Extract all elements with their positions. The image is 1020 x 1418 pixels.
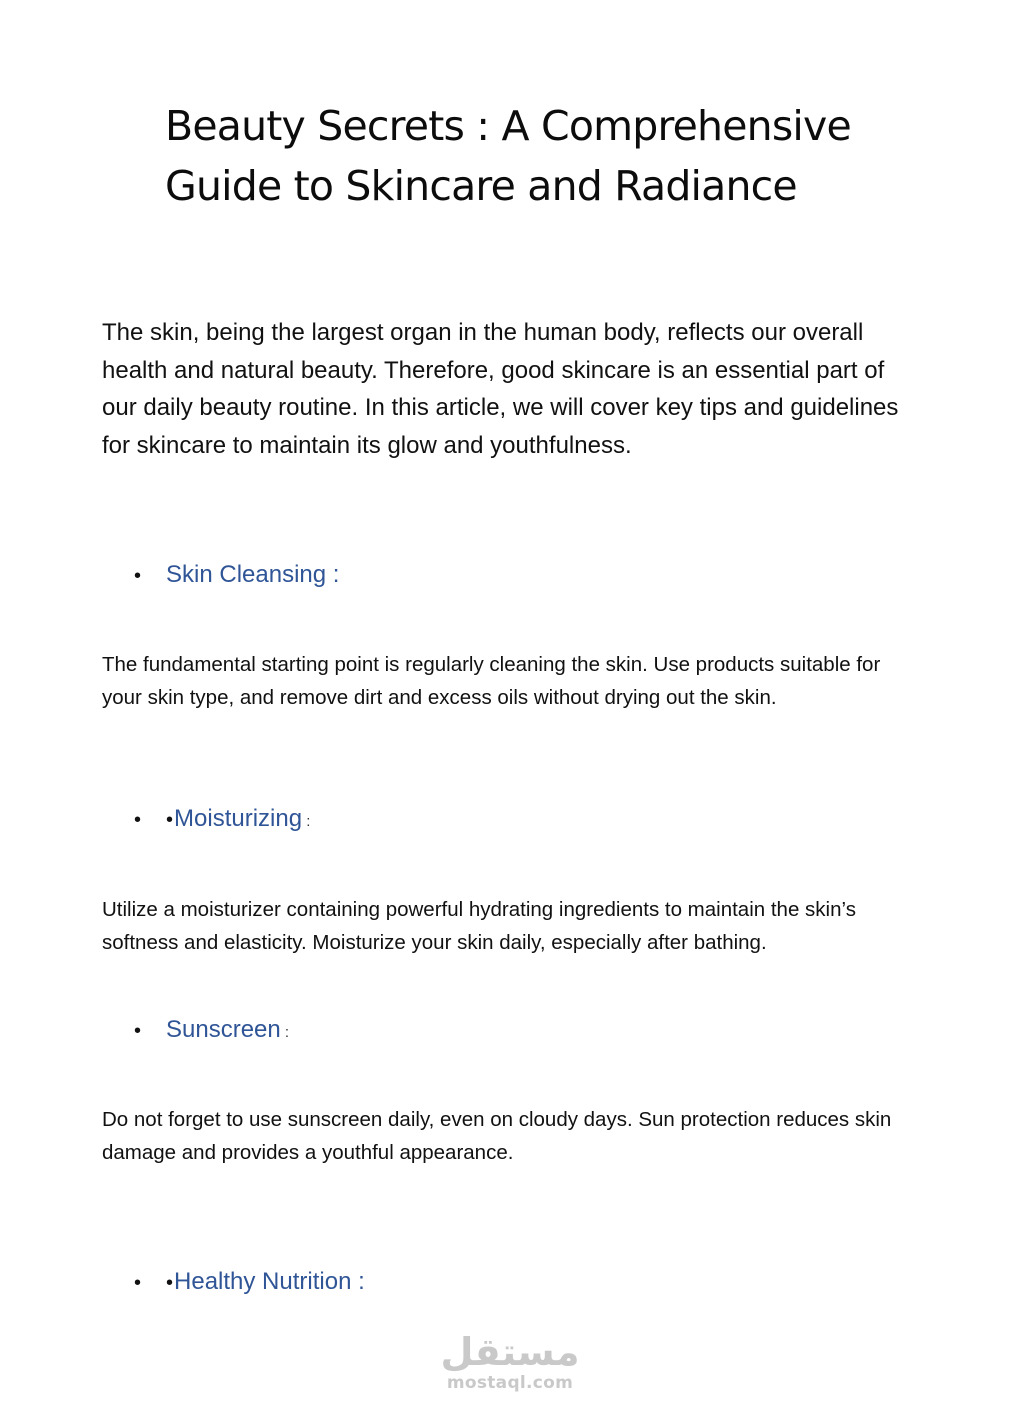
section-heading-healthy-nutrition (134, 1267, 365, 1298)
section-heading-colon: : (302, 813, 311, 830)
section-heading-label: Moisturizing (174, 805, 303, 832)
bullet-icon: • (134, 1272, 142, 1294)
document-title: Beauty Secrets : A Comprehensive Guide to Skincare and Radiance (165, 102, 851, 210)
section-body-moisturizing: Utilize a moisturizer containing powerful hydrating ingredients to maintain the skin’s softness and elasticity. Moisturize your skin daily, especially after bathing. (102, 898, 856, 954)
inner-bullet-icon: • (166, 809, 174, 831)
inner-bullet-icon: • (166, 1272, 174, 1294)
section-heading-colon: : (351, 1268, 365, 1295)
section-heading-skin-cleansing (134, 560, 339, 591)
section-heading-label: Healthy Nutrition (174, 1268, 352, 1295)
section-heading-label: Sunscreen (166, 1016, 281, 1043)
section-heading-colon: : (326, 561, 340, 588)
bullet-icon: • (134, 809, 142, 831)
mostaql-watermark (440, 1330, 580, 1392)
watermark-domain: mostaql.com (446, 1373, 574, 1393)
section-body-sunscreen: Do not forget to use sunscreen daily, even on cloudy days. Sun protection reduces skin damage and provides a youthful appearance. (102, 1108, 892, 1164)
section-body-skin-cleansing: The fundamental starting point is regularly cleaning the skin. Use products suitable for your skin type, and remove dirt and excess oils without drying out the skin. (102, 653, 881, 709)
intro-paragraph: The skin, being the largest organ in the human body, reflects our overall health and natural beauty. Therefore, good skincare is an essential part of our daily beauty routine. In this article, we will cover key tips and guidelines for skincare to maintain its glow and youthfulness. (102, 319, 899, 459)
section-heading-moisturizing (134, 804, 310, 837)
section-heading-sunscreen (134, 1015, 289, 1048)
watermark-arabic-logo: مستقل (440, 1330, 580, 1374)
section-heading-colon: : (280, 1024, 290, 1041)
section-heading-label: Skin Cleansing (166, 561, 327, 588)
bullet-icon: • (134, 565, 142, 587)
bullet-icon: • (134, 1020, 142, 1042)
